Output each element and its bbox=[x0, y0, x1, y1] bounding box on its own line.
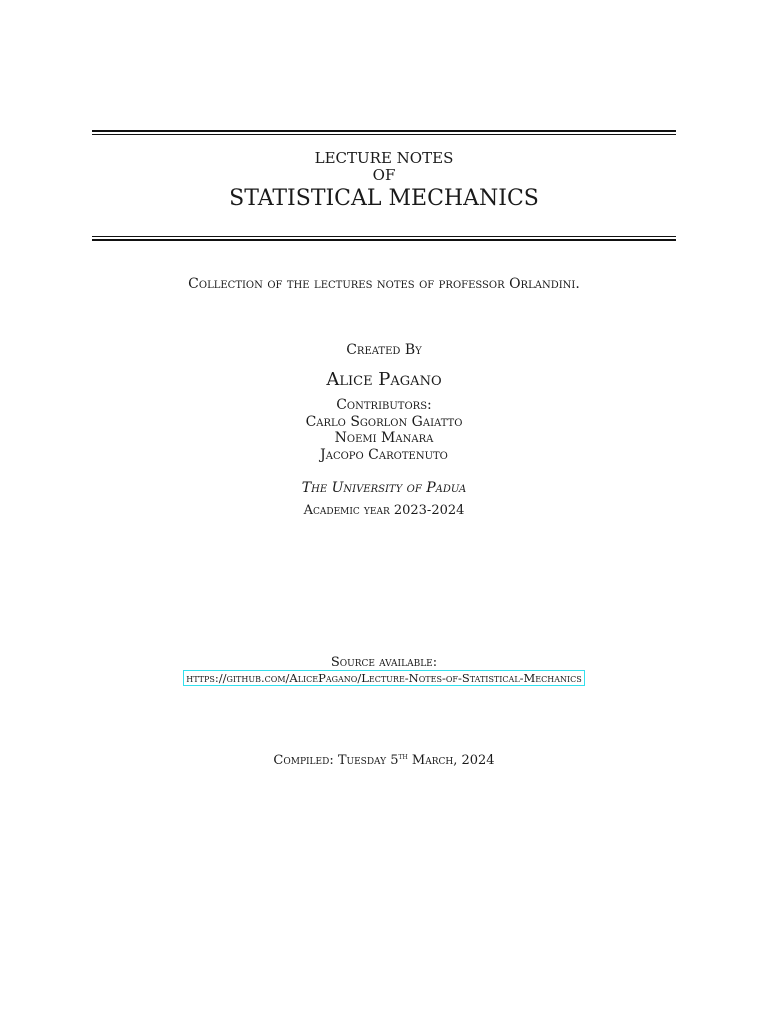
contributors-label: Contributors: bbox=[336, 397, 432, 413]
compiled-prefix: Compiled: Tuesday 5 bbox=[273, 753, 399, 768]
source-link[interactable]: https://github.com/AlicePagano/Lecture-Notes-of-Statistical-Mechanics bbox=[183, 670, 585, 686]
contributor-1: Carlo Sgorlon Gaiatto bbox=[305, 414, 463, 430]
compiled-suffix: March, 2024 bbox=[407, 753, 495, 768]
title-line-1: LECTURE NOTES bbox=[314, 149, 454, 167]
source-link-row bbox=[0, 670, 768, 686]
top-rule-thin bbox=[92, 134, 676, 135]
compiled-date bbox=[0, 752, 768, 768]
contributor-2: Noemi Manara bbox=[334, 430, 434, 446]
document-title: STATISTICAL MECHANICS bbox=[229, 186, 539, 211]
compiled-superscript: th bbox=[398, 752, 408, 762]
title-line-2: OF bbox=[372, 166, 396, 184]
source-label: Source available: bbox=[330, 655, 438, 670]
author-name: Alice Pagano bbox=[326, 369, 442, 390]
bottom-rule-thick bbox=[92, 239, 676, 241]
academic-year: Academic year 2023-2024 bbox=[303, 503, 465, 518]
bottom-rule-thin bbox=[92, 236, 676, 237]
created-by-label: Created By bbox=[346, 342, 422, 358]
contributor-3: Jacopo Carotenuto bbox=[320, 447, 448, 463]
description: Collection of the lectures notes of professor Orlandini. bbox=[188, 276, 580, 292]
top-rule-thick bbox=[92, 130, 676, 132]
university-name: The University of Padua bbox=[301, 480, 467, 496]
